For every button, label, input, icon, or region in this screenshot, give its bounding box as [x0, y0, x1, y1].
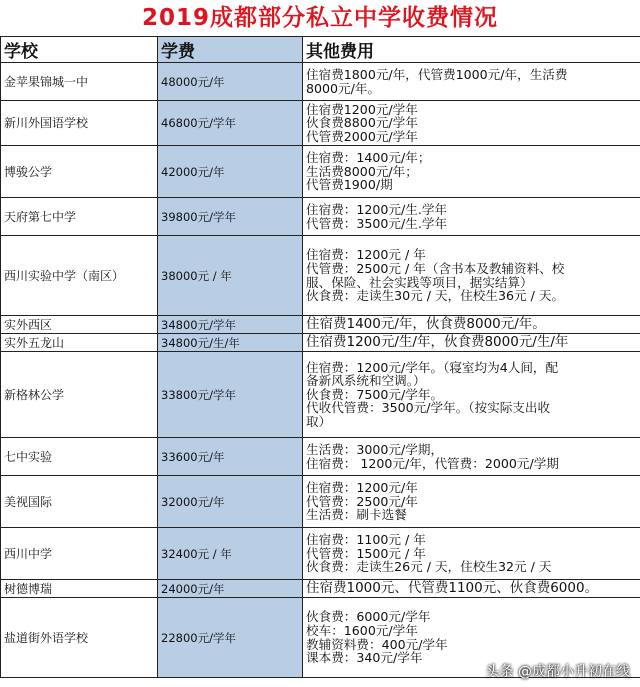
other-fees	[303, 316, 640, 334]
header-row	[1, 37, 640, 63]
other-fee-line: 住宿费1200元/生/年，伙食费8000元/生/年	[306, 333, 569, 350]
other-fee-line: 代管费：3500元/生.学年	[306, 215, 448, 231]
school-name: 新格林公学	[1, 352, 158, 438]
tuition-fee: 39800元/学年	[158, 198, 303, 236]
other-fee-line: 伙食费8800元/学年	[306, 115, 418, 131]
other-fee-line: 课本费：340元/学年	[306, 650, 423, 666]
tuition-fee: 32000元/年	[158, 476, 303, 528]
other-fee-line: 住宿费：1200元/年	[306, 480, 418, 496]
other-fee-line: 伙食费：走读生26元 / 天，住校生32元 / 天	[306, 559, 552, 575]
other-fee-line: 生活费：刷卡选餐	[306, 507, 407, 523]
table-row	[1, 236, 640, 316]
school-name: 西川实验中学（南区）	[1, 236, 158, 316]
school-name: 天府第七中学	[1, 198, 158, 236]
school-name: 西川中学	[1, 528, 158, 580]
tuition-fee: 33800元/学年	[158, 352, 303, 438]
table-row	[1, 101, 640, 146]
tuition-fee: 24000元/年	[158, 580, 303, 598]
table-row	[1, 198, 640, 236]
watermark-text: 头条 @成都小升初在线	[485, 664, 630, 680]
school-name: 树德博瑞	[1, 580, 158, 598]
school-name: 新川外国语学校	[1, 101, 158, 146]
tuition-fee: 34800元/生/年	[158, 334, 303, 352]
other-fee-line: 伙食费：6000元/学年	[306, 609, 431, 625]
other-fee-line: 教辅资料费：400元/学年	[306, 636, 448, 652]
other-fees	[303, 101, 640, 146]
other-fee-line: 代收代管费：3500元/学年。（按实际支出收	[306, 400, 551, 416]
other-fee-line: 服、保险、社会实践等项目，据实结算）	[306, 274, 533, 290]
school-name: 美视国际	[1, 476, 158, 528]
other-fees	[303, 334, 640, 352]
other-fee-line: 住宿费1200元/学年	[306, 101, 418, 117]
other-fee-line: 住宿费1000元、代管费1100元、伙食费6000。	[306, 579, 599, 596]
other-fees	[303, 528, 640, 580]
tuition-fee: 42000元/年	[158, 146, 303, 198]
school-name: 博骏公学	[1, 146, 158, 198]
school-name: 金苹果锦城一中	[1, 63, 158, 101]
header-other: 其他费用	[303, 37, 640, 63]
tuition-fee: 22800元/学年	[158, 598, 303, 678]
other-fee-line: 生活费8000元/年；	[306, 163, 418, 179]
header-fee: 学费	[158, 37, 303, 63]
table-row	[1, 528, 640, 580]
table-row	[1, 580, 640, 598]
other-fee-line: 生活费：3000元/学期，	[306, 441, 444, 457]
other-fee-line: 住宿费：1400元/年；	[306, 150, 431, 166]
header-school: 学校	[1, 37, 158, 63]
other-fees	[303, 198, 640, 236]
other-fee-line: 代管费：2500元/年	[306, 493, 418, 509]
table-row	[1, 146, 640, 198]
tuition-fee: 33600元/年	[158, 438, 303, 476]
other-fees	[303, 63, 640, 101]
table-row	[1, 334, 640, 352]
other-fee-line: 校车：1600元/学年	[306, 622, 418, 638]
other-fee-line: 代管费1900/期	[306, 177, 393, 193]
other-fee-line: 代管费：2500元 / 年（含书本及教辅资料、校	[306, 260, 565, 276]
other-fee-line: 备新风系统和空调。）	[306, 373, 426, 389]
school-name: 实外五龙山	[1, 334, 158, 352]
watermark	[486, 661, 630, 681]
tuition-fee: 38000元 / 年	[158, 236, 303, 316]
other-fee-line: 住宿费1800元/年，代管费1000元/年，生活费	[306, 66, 568, 82]
tuition-fee: 48000元/年	[158, 63, 303, 101]
table-row	[1, 476, 640, 528]
other-fee-line: 住宿费1400元/年，伙食费8000元/年。	[306, 315, 546, 332]
other-fee-line: 代管费2000元/学年	[306, 128, 418, 144]
fee-table	[0, 36, 640, 678]
other-fee-line: 代管费：1500元 / 年	[306, 545, 426, 561]
tuition-fee: 34800元/学年	[158, 316, 303, 334]
table-row	[1, 63, 640, 101]
tuition-fee: 46800元/学年	[158, 101, 303, 146]
table-row	[1, 352, 640, 438]
school-name: 七中实验	[1, 438, 158, 476]
other-fees	[303, 476, 640, 528]
other-fee-line: 取）	[306, 413, 332, 429]
page-title: 2019成都部分私立中学收费情况	[141, 5, 498, 31]
other-fees	[303, 236, 640, 316]
other-fee-line: 住宿费：1200元 / 年	[306, 247, 426, 263]
table-row	[1, 316, 640, 334]
school-name: 盐道街外语学校	[1, 598, 158, 678]
other-fees	[303, 438, 640, 476]
other-fees	[303, 580, 640, 598]
other-fee-line: 住宿费： 1200元/年，代管费：2000元/学期	[306, 455, 559, 471]
other-fee-line: 伙食费：走读生30元 / 天，住校生36元 / 天。	[306, 288, 565, 304]
tuition-fee: 32400元 / 年	[158, 528, 303, 580]
other-fees	[303, 352, 640, 438]
other-fee-line: 伙食费：7500元/学年。	[306, 386, 444, 402]
other-fee-line: 8000元/年。	[306, 80, 381, 96]
other-fee-line: 住宿费：1200元/学年。（寝室均为4人间，配	[306, 359, 559, 375]
other-fees	[303, 146, 640, 198]
school-name: 实外西区	[1, 316, 158, 334]
other-fee-line: 住宿费：1100元 / 年	[306, 532, 426, 548]
other-fee-line: 住宿费：1200元/生.学年	[306, 201, 448, 217]
table-row	[1, 438, 640, 476]
